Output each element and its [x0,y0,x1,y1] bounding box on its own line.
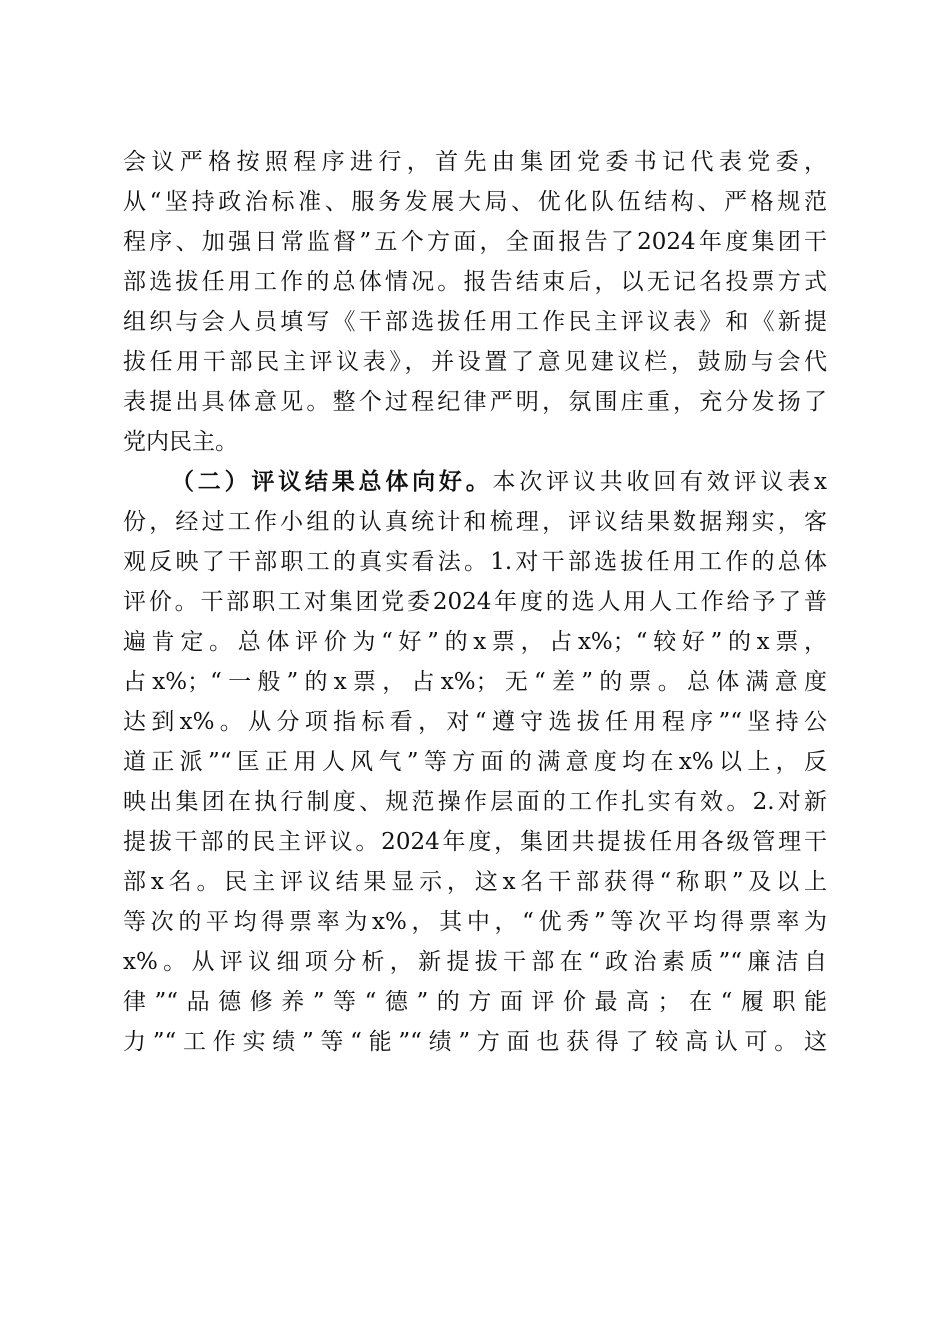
paragraph-2-line-2: 份，经过工作小组的认真统计和梳理，评议结果数据翔实，客 [123,509,827,535]
paragraph-1-line-7: 表提出具体意见。整个过程纪律严明，氛围庄重，充分发扬了 [123,389,827,415]
paragraph-2-line-6: 占x%；“一般”的x票，占x%；无“差”的票。总体满意度 [123,669,827,695]
paragraph-2-line-5: 遍肯定。总体评价为“好”的x票，占x%；“较好”的x票， [123,629,827,655]
paragraph-2-first-line-text: 本次评议共收回有效评议表x [492,469,827,495]
paragraph-2-line-9: 映出集团在执行制度、规范操作层面的工作扎实有效。2.对新 [123,789,827,815]
paragraph-1-line-8: 党内民主。 [123,429,238,455]
paragraph-2-line-7: 达到x%。从分项指标看，对“遵守选拔任用程序”“坚持公 [123,709,827,735]
paragraph-2-line-4: 评价。干部职工对集团党委2024年度的选人用人工作给予了普 [123,589,827,615]
paragraph-1-line-2: 从“坚持政治标准、服务发展大局、优化队伍结构、严格规范 [123,189,827,215]
paragraph-2-line-3: 观反映了干部职工的真实看法。1.对干部选拔任用工作的总体 [123,549,827,575]
paragraph-2-line-14: 律”“品德修养”等“德”的方面评价最高；在“履职能 [123,989,827,1015]
paragraph-2-line-13: x%。从评议细项分析，新提拔干部在“政治素质”“廉洁自 [123,949,827,975]
paragraph-2-line-15: 力”“工作实绩”等“能”“绩”方面也获得了较高认可。这 [123,1029,827,1055]
paragraph-1-line-6: 拔任用干部民主评议表》，并设置了意见建议栏，鼓励与会代 [123,349,827,375]
section-heading: （二）评议结果总体向好。 [171,468,493,495]
paragraph-2-line-10: 提拔干部的民主评议。2024年度，集团共提拔任用各级管理干 [123,829,827,855]
paragraph-1-line-1: 会议严格按照程序进行，首先由集团党委书记代表党委， [123,149,827,175]
paragraph-2-line-12: 等次的平均得票率为x%，其中，“优秀”等次平均得票率为 [123,909,827,935]
document-body [123,142,827,1062]
paragraph-1-line-3: 程序、加强日常监督”五个方面，全面报告了2024年度集团干 [123,229,827,255]
paragraph-2-line-8: 道正派”“匡正用人风气”等方面的满意度均在x%以上，反 [123,749,827,775]
paragraph-1-line-5: 组织与会人员填写《干部选拔任用工作民主评议表》和《新提 [123,309,827,335]
paragraph-2-line-11: 部x名。民主评议结果显示，这x名干部获得“称职”及以上 [123,869,827,895]
paragraph-2-first-line [123,462,827,502]
paragraph-1-line-4: 部选拔任用工作的总体情况。报告结束后，以无记名投票方式 [123,269,827,295]
